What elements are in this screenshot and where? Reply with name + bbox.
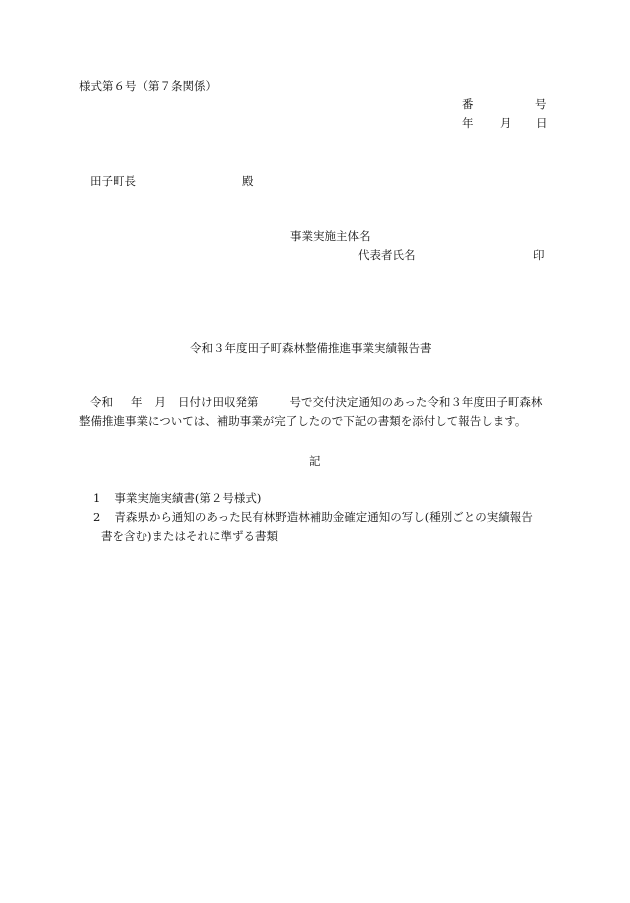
date-day-label: 日 <box>536 116 548 130</box>
item-text: 青森県から通知のあった民有林野造林補助金確定通知の写し(種別ごとの実績報告 <box>114 510 533 524</box>
body-paragraph-line2: 整備推進事業については、補助事業が完了したので下記の書類を添付して報告します。 <box>79 414 527 428</box>
list-item <box>93 493 261 505</box>
date-year-label: 年 <box>462 116 474 130</box>
representative-name-label: 代表者氏名 <box>358 248 416 262</box>
date-month-label: 月 <box>500 116 512 130</box>
seal-mark: 印 <box>533 248 545 262</box>
era-label: 令和 <box>90 395 113 409</box>
year-label: 年 <box>131 395 143 409</box>
entity-name-label: 事業実施主体名 <box>290 229 371 243</box>
addressee-name: 田子町長 <box>90 174 136 188</box>
ki-heading: 記 <box>309 454 321 468</box>
item-number: 2 <box>93 510 101 524</box>
list-item <box>93 512 533 524</box>
document-title: 令和３年度田子町森林整備推進事業実績報告書 <box>190 341 432 355</box>
item-text: 事業実施実績書(第２号様式) <box>114 491 262 505</box>
list-item-continuation: 書を含む)またはそれに準ずる書類 <box>101 529 278 543</box>
body-paragraph-line1 <box>90 397 542 409</box>
number-suffix: 号 <box>535 97 547 111</box>
decision-text: 号で交付決定通知のあった令和３年度田子町森林 <box>289 395 543 409</box>
dated-label: 日付け田収発第 <box>178 395 259 409</box>
form-number: 様式第６号（第７条関係） <box>79 79 217 93</box>
addressee-honorific: 殿 <box>242 174 254 188</box>
month-label: 月 <box>154 395 166 409</box>
number-label: 番 <box>462 97 474 111</box>
item-number: 1 <box>93 491 101 505</box>
